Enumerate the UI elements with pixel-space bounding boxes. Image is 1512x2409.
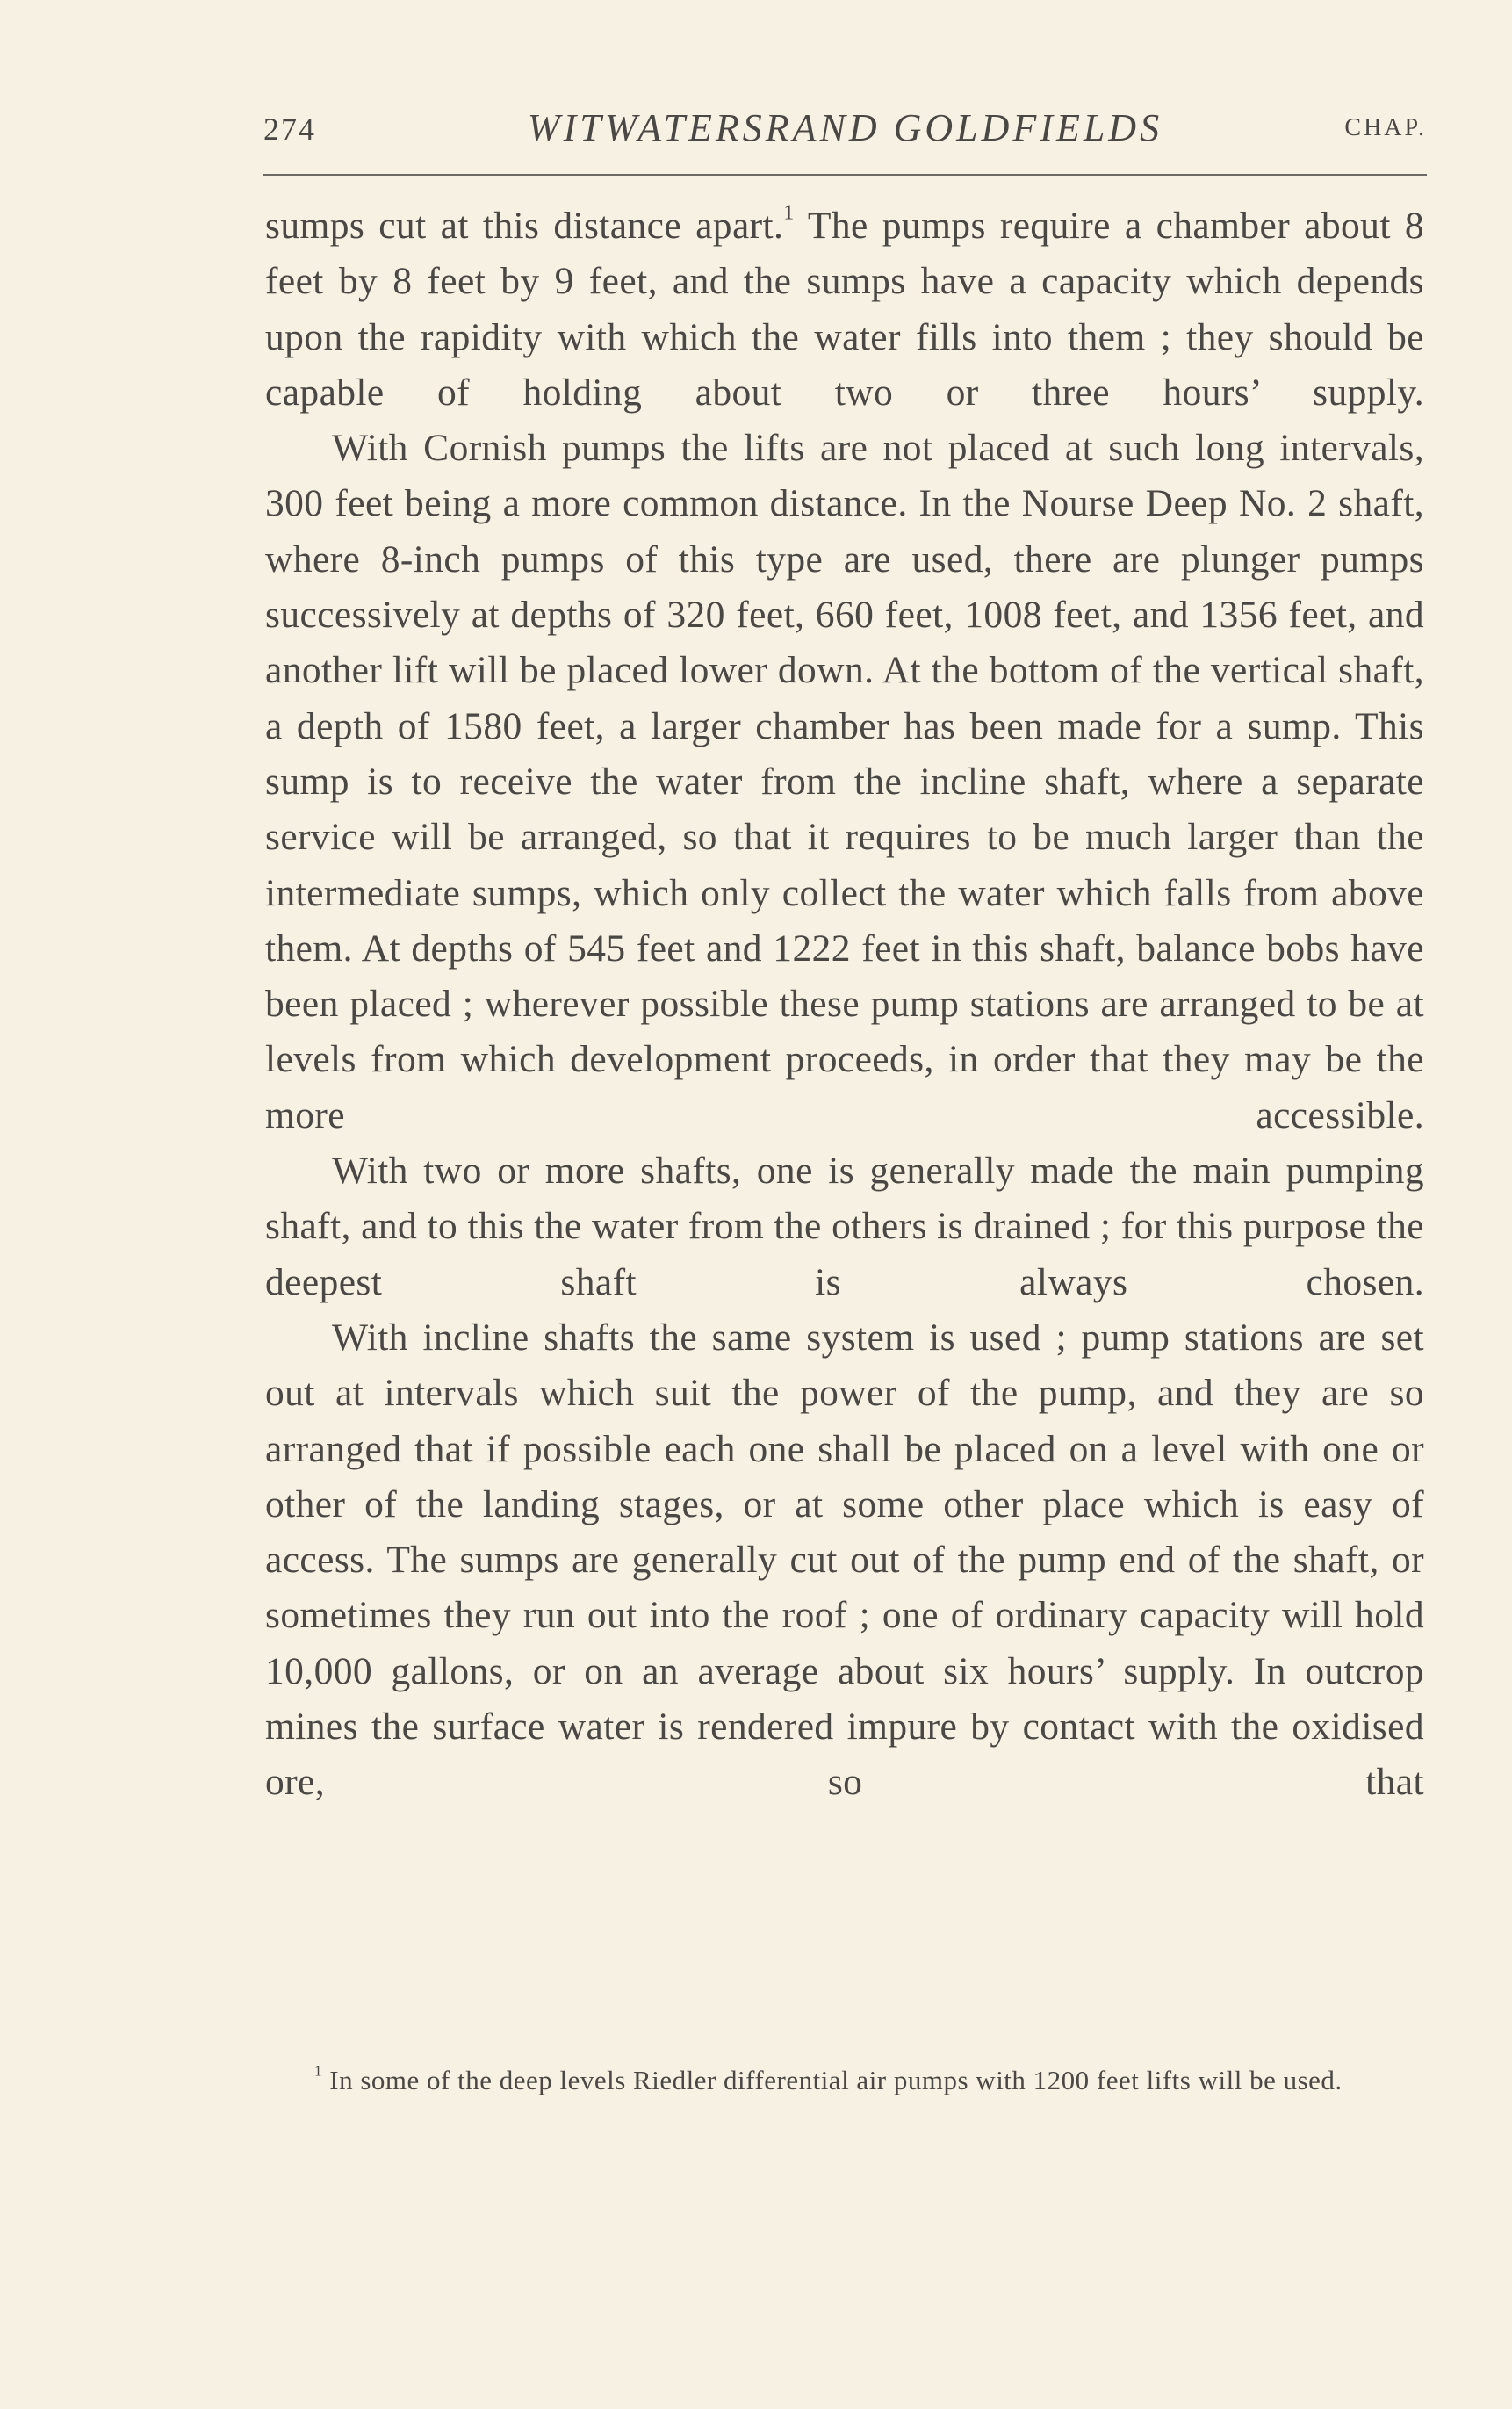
paragraph-4: With incline shafts the same system is used ; pump stations are set out at intervals which suit the power of the pump, and they are so arranged that if possible each one shall be placed on a level with one or other of the landing stages, or at some other place which is easy of access. The sumps are generally cut out of the pump end of the shaft, or sometimes they run out into the roof ; one of ordinary capacity will hold 10,000 gallons, or on an average about six hours’ supply. In outcrop mines the surface water is rendered impure by contact with the oxidised ore, so that	[265, 1316, 1424, 1804]
footnote-text: In some of the deep levels Riedler differential air pumps with 1200 feet lifts will be used.	[322, 2065, 1343, 2095]
body-text	[265, 198, 1424, 1811]
paragraph-2: With Cornish pumps the lifts are not placed at such long intervals, 300 feet being a more common distance. In the Nourse Deep No. 2 shaft, where 8-inch pumps of this type are used, there are plunger pumps successively at depths of 320 feet, 660 feet, 1008 feet, and 1356 feet, and another lift will be placed lower down. At the bottom of the vertical shaft, a depth of 1580 feet, a larger chamber has been made for a sump. This sump is to receive the water from the incline shaft, where a separate service will be arranged, so that it requires to be much larger than the intermediate sumps, which only collect the water which falls from above them. At depths of 545 feet and 1222 feet in this shaft, balance bobs have been placed ; wherever possible these pump stations are arranged to be at levels from which development proceeds, in order that they may be the more accessible.	[265, 427, 1424, 1136]
paragraph-1-text-start: sumps cut at this distance apart.	[265, 205, 784, 247]
footnote-marker: 1	[314, 2062, 323, 2080]
running-title: WITWATERSRAND GOLDFIELDS	[527, 106, 1163, 149]
footnote-reference: 1	[783, 201, 795, 225]
paragraph-3: With two or more shafts, one is generally made the main pumping shaft, and to this the water from the others is drained ; for this purpose the deepest shaft is always chosen.	[265, 1150, 1424, 1303]
paragraph-1	[265, 198, 1424, 421]
footnote	[265, 2059, 1424, 2101]
chapter-label: CHAP.	[1344, 114, 1427, 141]
page-number: 274	[263, 112, 316, 147]
page-header	[263, 106, 1427, 163]
paragraph-1-text-end: The pumps require a chamber about 8 feet by 8 feet by 9 feet, and the sumps have a capacity which depends upon the rapidity with which the water fills into them ; they should be capable of holding about two or three hours’ supply.	[265, 205, 1424, 414]
header-rule	[263, 174, 1427, 176]
footnote-text-block	[265, 2059, 1424, 2101]
